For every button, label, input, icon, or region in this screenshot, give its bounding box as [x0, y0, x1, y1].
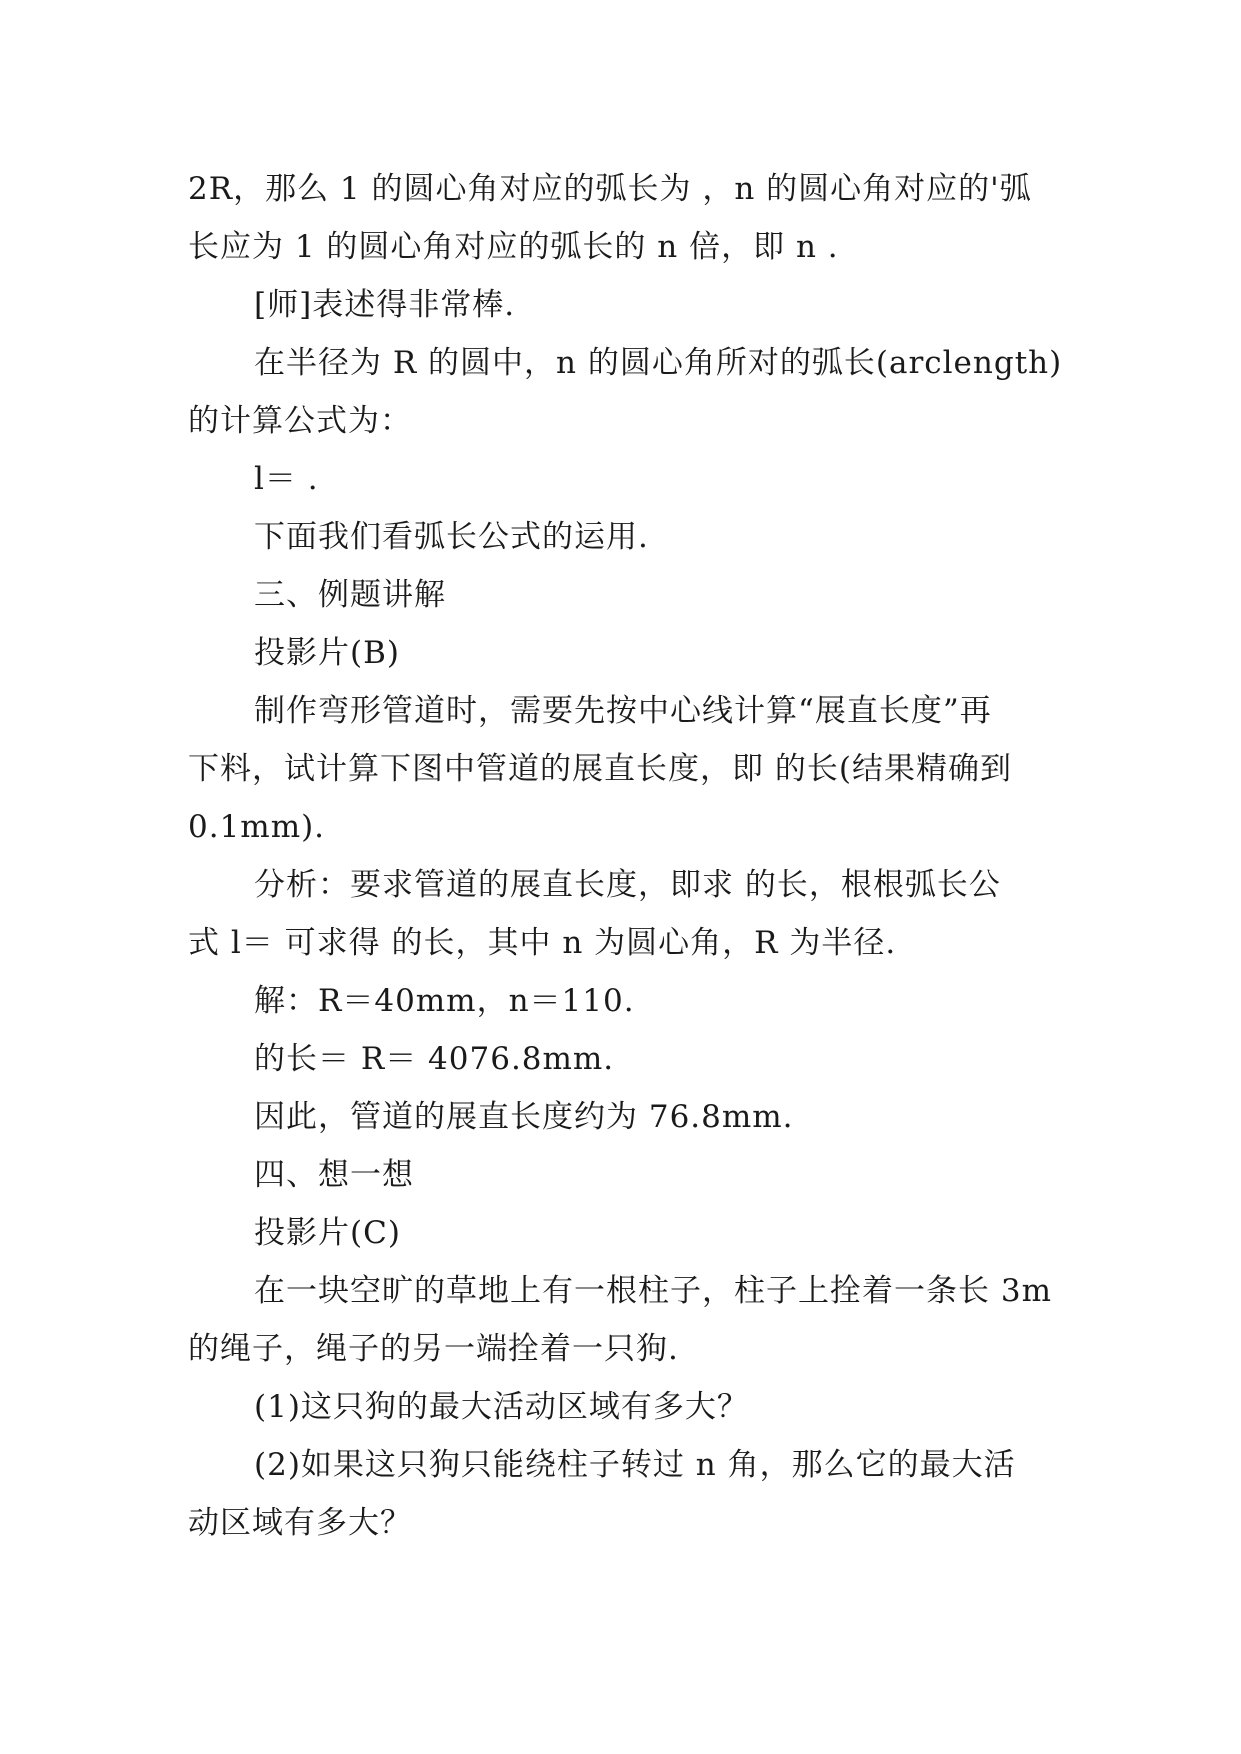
- text-line: 长应为 1 的圆心角对应的弧长的 n 倍，即 n .: [188, 229, 839, 265]
- formula-line: l＝ .: [254, 461, 319, 497]
- text-line: 制作弯形管道时，需要先按中心线计算“展直长度”再: [254, 693, 992, 729]
- text-line: 2R，那么 1 的圆心角对应的弧长为 ，n 的圆心角对应的'弧: [188, 171, 1032, 207]
- question-line: (2)如果这只狗只能绕柱子转过 n 角，那么它的最大活: [254, 1447, 1016, 1483]
- question-line: 动区域有多大？: [188, 1505, 412, 1541]
- text-line: 下面我们看弧长公式的运用.: [254, 519, 649, 555]
- text-line: 0.1mm).: [188, 809, 326, 845]
- text-line: 的长＝ R＝ 4076.8mm.: [254, 1041, 615, 1077]
- question-line: (1)这只狗的最大活动区域有多大？: [254, 1389, 749, 1425]
- text-line: 在半径为 R 的圆中，n 的圆心角所对的弧长(arclength): [254, 345, 1063, 381]
- text-line: 的计算公式为：: [188, 403, 412, 439]
- text-line: 在一块空旷的草地上有一根柱子，柱子上拴着一条长 3m: [254, 1273, 1052, 1309]
- text-line: 的绳子，绳子的另一端拴着一只狗.: [188, 1331, 679, 1367]
- text-line: 投影片(C): [254, 1215, 401, 1251]
- body-text: [188, 160, 1063, 1552]
- section-heading: 三、例题讲解: [254, 577, 446, 613]
- text-line: 因此，管道的展直长度约为 76.8mm.: [254, 1099, 794, 1135]
- text-line: [师]表述得非常棒.: [254, 287, 516, 323]
- section-heading: 四、想一想: [254, 1157, 414, 1193]
- text-line: 下料，试计算下图中管道的展直长度，即 的长(结果精确到: [188, 751, 1012, 787]
- text-line: 解：R＝40mm，n＝110.: [254, 983, 635, 1019]
- text-line: 式 l＝ 可求得 的长，其中 n 为圆心角，R 为半径.: [188, 925, 897, 961]
- text-line: 分析：要求管道的展直长度，即求 的长，根根弧长公: [254, 867, 1001, 903]
- text-line: 投影片(B): [254, 635, 400, 671]
